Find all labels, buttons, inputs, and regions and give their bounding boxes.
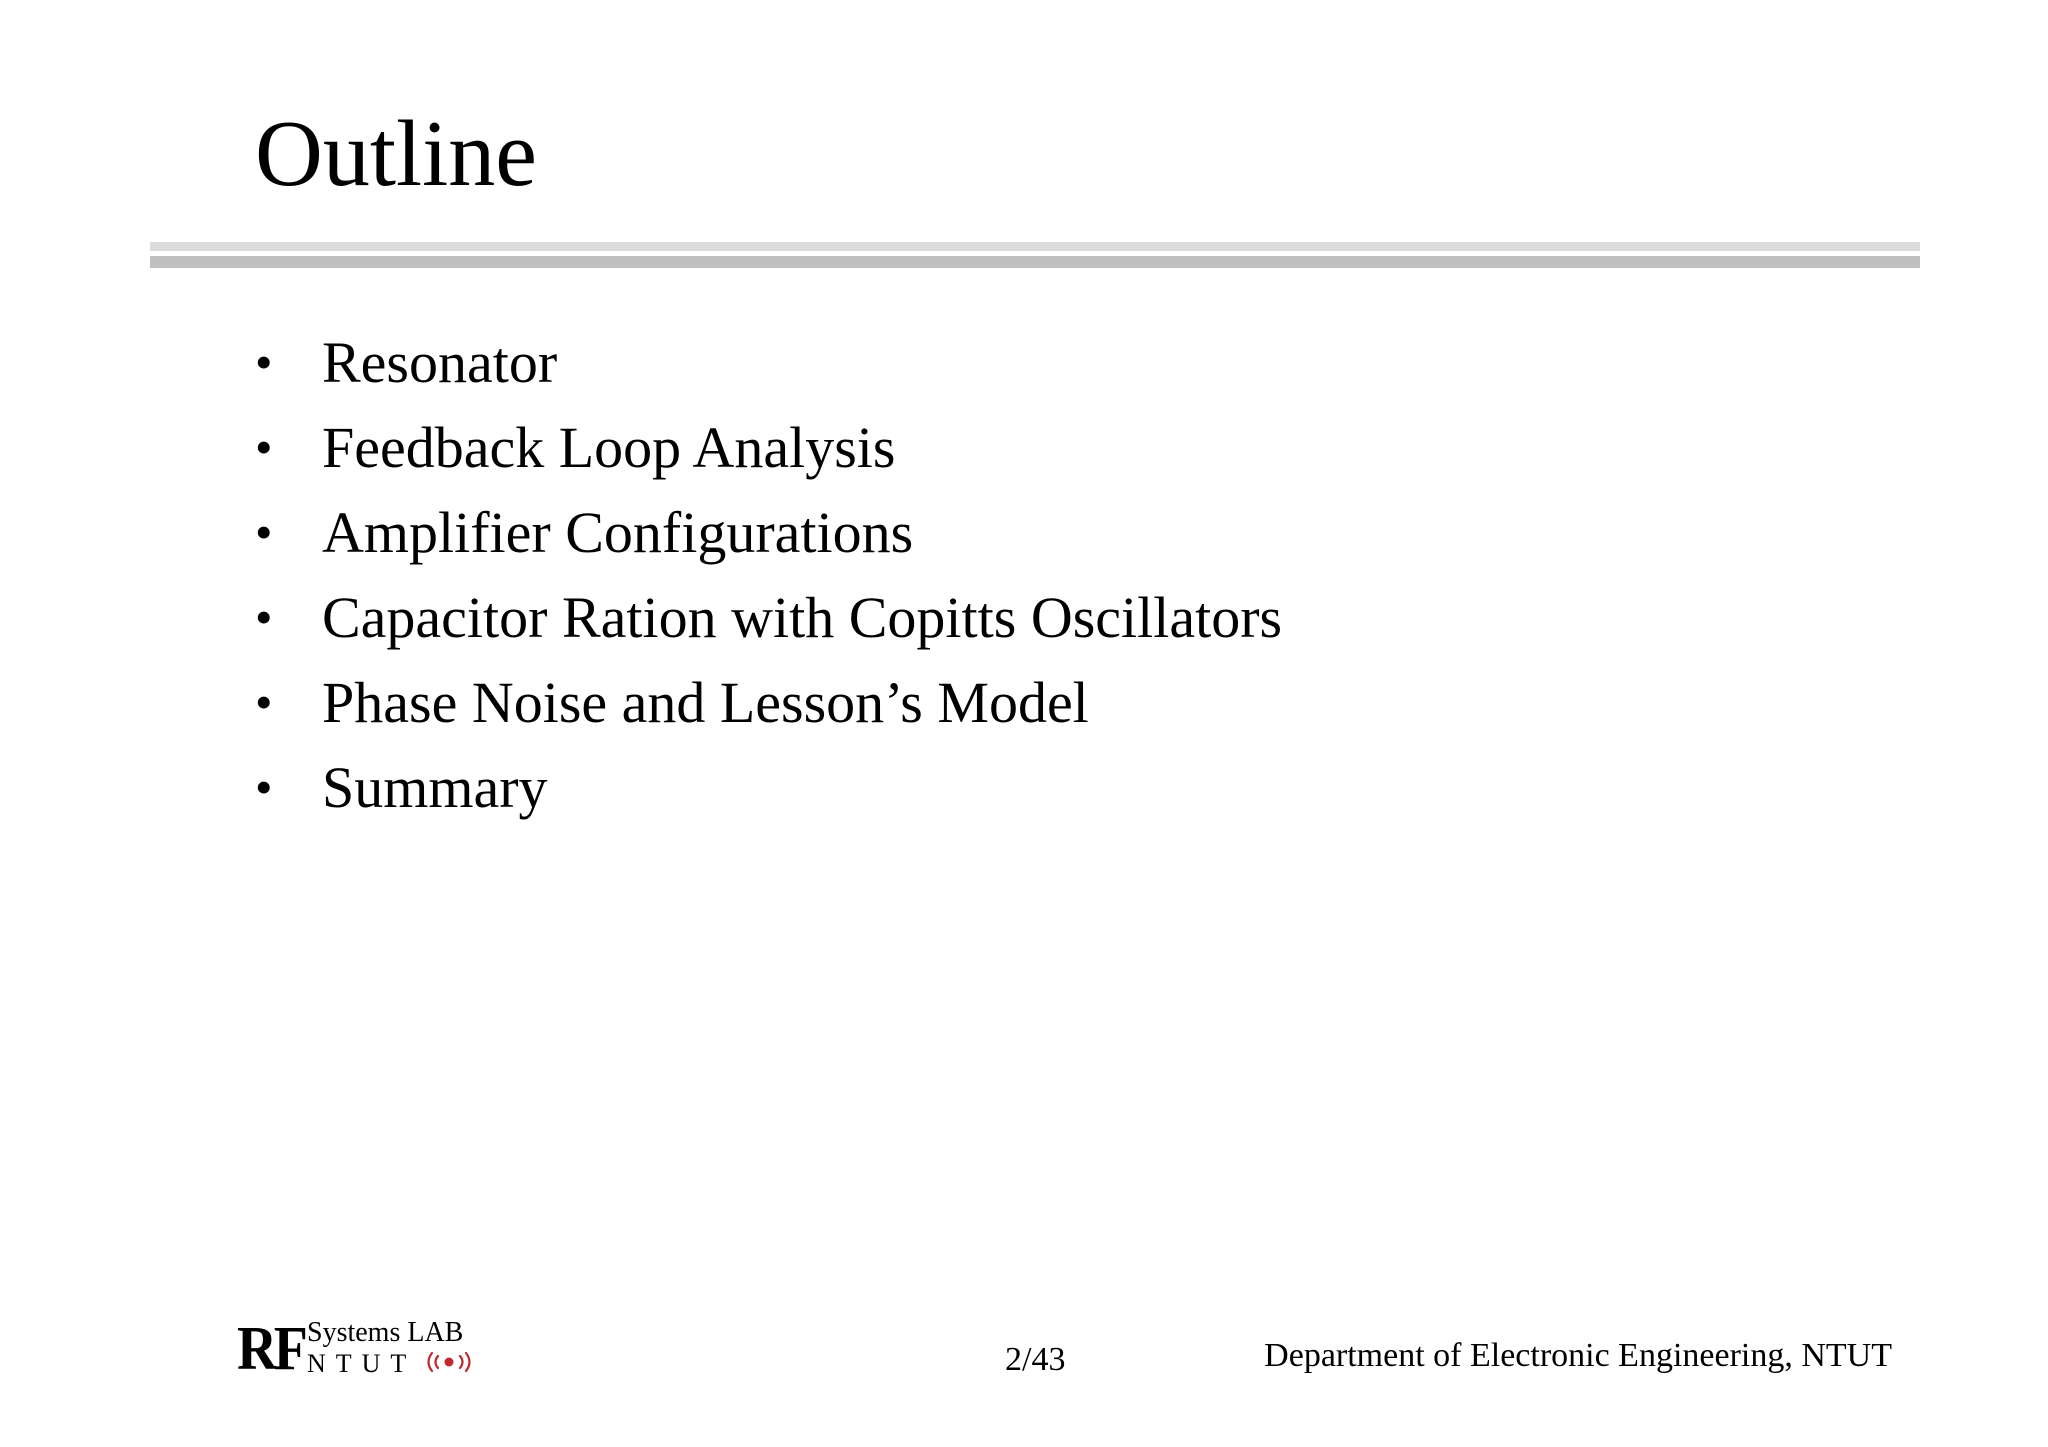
radio-wave-icon xyxy=(422,1348,476,1376)
outline-list xyxy=(255,320,1282,830)
title-divider-light xyxy=(150,242,1920,251)
logo-ntut-text: NTUT xyxy=(307,1349,417,1378)
title-divider-dark xyxy=(150,256,1920,268)
logo-systems-lab-text: Systems LAB xyxy=(307,1317,464,1348)
bullet-icon: • xyxy=(255,334,273,390)
slide-title: Outline xyxy=(255,102,537,206)
department-label: Department of Electronic Engineering, NTUT xyxy=(1264,1337,1892,1374)
bullet-text: Amplifier Configurations xyxy=(322,500,914,565)
logo-rf-mark: RF xyxy=(237,1315,305,1383)
list-item xyxy=(255,490,1282,575)
bullet-text: Phase Noise and Lesson’s Model xyxy=(322,670,1089,735)
bullet-text: Capacitor Ration with Copitts Oscillators xyxy=(322,585,1283,650)
list-item xyxy=(255,660,1282,745)
bullet-text: Resonator xyxy=(322,330,558,395)
bullet-text: Feedback Loop Analysis xyxy=(322,415,896,480)
list-item xyxy=(255,575,1282,660)
bullet-icon: • xyxy=(255,589,273,645)
list-item xyxy=(255,405,1282,490)
list-item xyxy=(255,320,1282,405)
bullet-text: Summary xyxy=(322,755,548,820)
bullet-icon: • xyxy=(255,419,273,475)
page-number: 2/43 xyxy=(1005,1341,1066,1378)
bullet-icon: • xyxy=(255,504,273,560)
list-item xyxy=(255,745,1282,830)
bullet-icon: • xyxy=(255,674,273,730)
rf-systems-lab-logo xyxy=(237,1315,487,1383)
bullet-icon: • xyxy=(255,759,273,815)
